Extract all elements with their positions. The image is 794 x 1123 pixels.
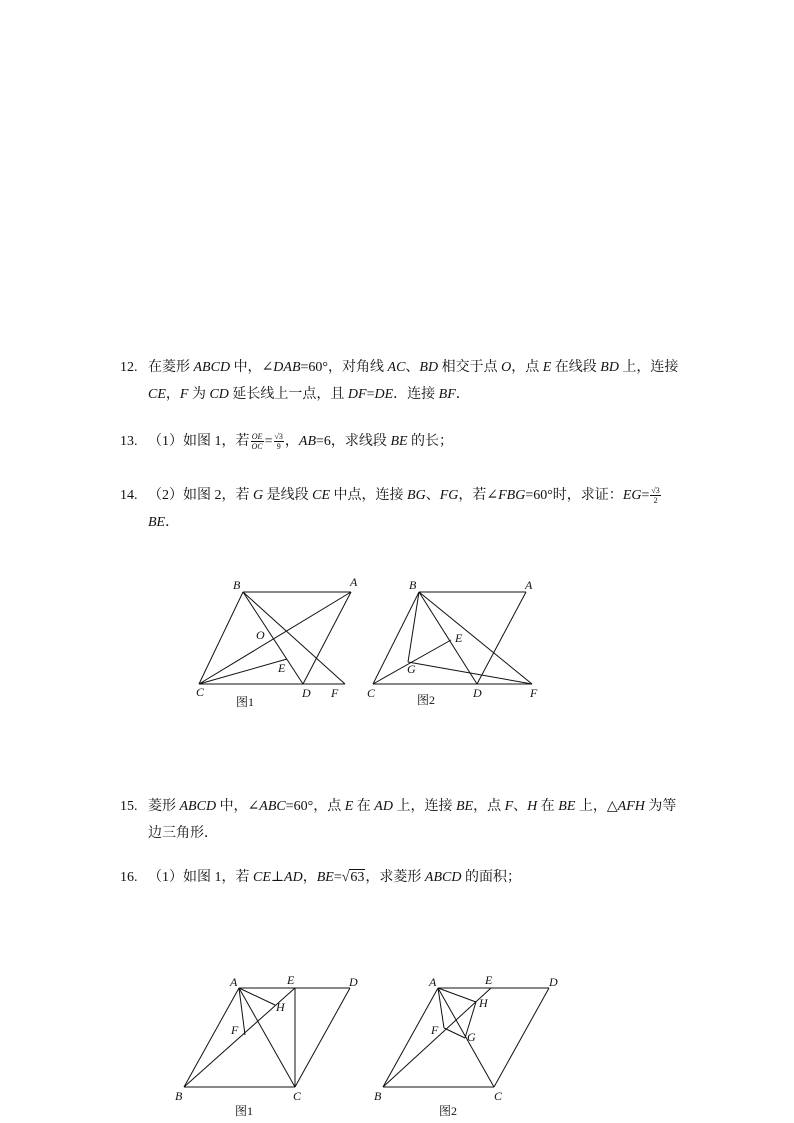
question-text-line: （2）如图 2，若 G 是线段 CE 中点，连接 BG、FG，若∠FBG=60°时，求证：EG= $\frac{√3}{2}$ bbox=[148, 486, 660, 506]
segment-DC bbox=[295, 988, 350, 1087]
fraction-root3-9: $\frac{√3}{9}$ bbox=[274, 432, 283, 452]
segment-AB bbox=[383, 988, 438, 1087]
point-label-F: F bbox=[331, 686, 339, 700]
point-label-G: G bbox=[407, 662, 416, 676]
point-label-D: D bbox=[349, 975, 358, 989]
point-label-E: E bbox=[278, 661, 286, 675]
figure-4 bbox=[374, 973, 558, 1118]
point-label-C: C bbox=[367, 686, 376, 700]
point-label-E: E bbox=[485, 973, 493, 987]
segment-CE bbox=[199, 659, 287, 684]
figure-caption: 图1 bbox=[236, 695, 255, 709]
point-label-B: B bbox=[409, 578, 417, 592]
figure-caption: 图1 bbox=[235, 1104, 254, 1118]
segment-AB bbox=[184, 988, 239, 1087]
point-label-F: F bbox=[530, 686, 538, 700]
fraction-root3-2: $\frac{√3}{2}$ bbox=[651, 486, 660, 506]
segment-AD bbox=[477, 592, 526, 684]
point-label-A: A bbox=[230, 975, 238, 989]
question-number: 12. bbox=[120, 360, 138, 375]
point-label-H: H bbox=[479, 996, 488, 1010]
question-number: 13. bbox=[120, 434, 138, 449]
point-label-G: G bbox=[467, 1030, 476, 1044]
question-text-line: BE． bbox=[148, 515, 180, 530]
figure-caption: 图2 bbox=[417, 693, 436, 707]
segment-AC bbox=[239, 988, 295, 1087]
fraction-oe-oc: $\frac{OE}{OC}$ bbox=[251, 432, 263, 452]
question-number: 15. bbox=[120, 799, 138, 814]
segment-BD bbox=[419, 592, 477, 684]
point-label-A: A bbox=[525, 578, 533, 592]
point-label-D: D bbox=[473, 686, 482, 700]
point-label-O: O bbox=[256, 628, 265, 642]
figure-2 bbox=[367, 578, 538, 707]
point-label-E: E bbox=[455, 631, 463, 645]
point-label-F: F bbox=[231, 1023, 239, 1037]
segment-AC bbox=[199, 592, 351, 684]
question-text-line: 边三角形． bbox=[148, 826, 218, 841]
point-label-D: D bbox=[302, 686, 311, 700]
question-text-line: 菱形 ABCD 中，∠ABC=60°，点 E 在 AD 上，连接 BE，点 F、H 在 BE 上，△AFH 为等 bbox=[148, 799, 677, 814]
point-label-D: D bbox=[549, 975, 558, 989]
point-label-C: C bbox=[494, 1089, 503, 1103]
segment-BF bbox=[419, 592, 532, 684]
point-label-A: A bbox=[429, 975, 437, 989]
segment-GF bbox=[408, 662, 532, 684]
question-text-line: （1）如图 1，若 CE⊥AD，BE=√63，求菱形 ABCD 的面积； bbox=[148, 870, 521, 885]
point-label-F: F bbox=[431, 1023, 439, 1037]
question-number: 14. bbox=[120, 488, 138, 503]
question-number: 16. bbox=[120, 870, 138, 885]
point-label-H: H bbox=[276, 1000, 285, 1014]
figure-caption: 图2 bbox=[439, 1104, 458, 1118]
segment-AD bbox=[303, 592, 351, 684]
point-label-B: B bbox=[175, 1089, 183, 1103]
segment-AH bbox=[239, 988, 275, 1005]
point-label-C: C bbox=[293, 1089, 302, 1103]
figure-1 bbox=[196, 575, 358, 709]
question-text-line: CE，F 为 CD 延长线上一点，且 DF=DE．连接 BF． bbox=[148, 387, 470, 402]
point-label-B: B bbox=[374, 1089, 382, 1103]
figure-3 bbox=[175, 973, 358, 1118]
sqrt-symbol: √ bbox=[341, 870, 350, 885]
segment-AF bbox=[239, 988, 245, 1035]
point-label-B: B bbox=[233, 578, 241, 592]
point-label-A: A bbox=[350, 575, 358, 589]
segment-DC bbox=[494, 988, 549, 1087]
question-text-line: （1）如图 1，若 $\frac{OE}{OC}$ = $\frac{√3}{9}$ ，AB=6，求线段 BE 的长； bbox=[148, 432, 454, 452]
sqrt-radicand: 63 bbox=[350, 870, 365, 885]
point-label-C: C bbox=[196, 685, 205, 699]
point-label-E: E bbox=[287, 973, 295, 987]
question-text-line: 在菱形 ABCD 中，∠DAB=60°，对角线 AC、BD 相交于点 O，点 E 在线段 BD 上，连接 bbox=[148, 360, 679, 375]
segment-AH bbox=[438, 988, 476, 1002]
